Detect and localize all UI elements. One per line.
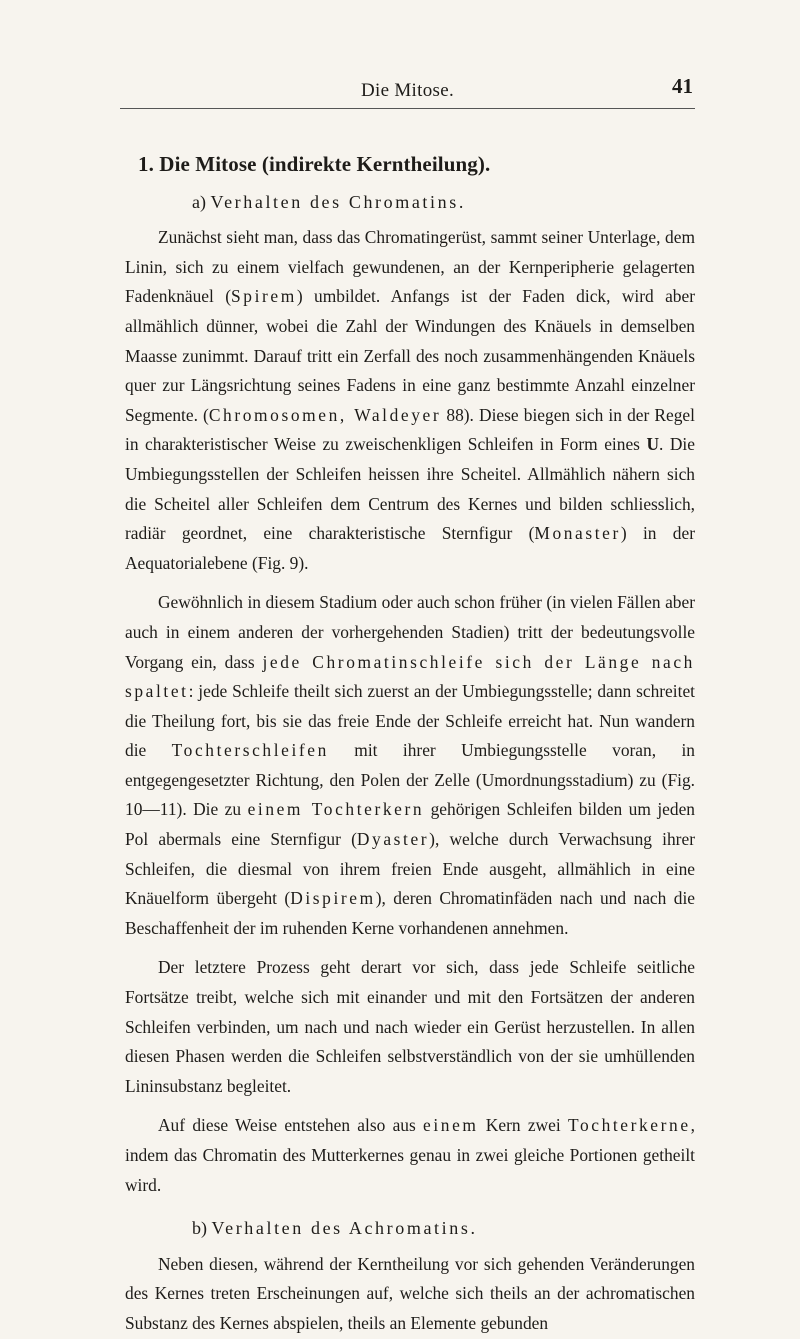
subsection-a-heading: [125, 188, 695, 218]
p1-text-2: ) umbildet. Anfangs ist der Faden dick, wird aber allmählich dünner, wobei die Zahl der Windungen des Knäuels in demselben Maasse zunimmt. Darauf tritt ein Zerfall des noch zusammenhängenden Knäuels quer zur Längsrichtung seines Fadens in eine ganz bestimmte Anzahl einzelner Segmente. (: [125, 286, 696, 425]
p4-text-3: , indem das Chromatin des Mutterkernes genau in zwei gleiche Portionen getheilt wird.: [125, 1115, 695, 1195]
term-spirem: Spirem: [231, 286, 297, 307]
running-title: Die Mitose.: [360, 80, 454, 101]
term-tochterkerne: Tochterkerne: [567, 1115, 691, 1136]
subsection-b-label: b): [192, 1218, 207, 1239]
term-dispirem: Dispirem: [290, 888, 376, 909]
body-text: [125, 150, 695, 1339]
term-dyaster: Dyaster: [356, 829, 430, 850]
subsection-a-label: a): [192, 191, 206, 212]
subsection-a-title: Verhalten des Chromatins.: [210, 191, 466, 212]
p5-text-1: Neben diesen, während der Kerntheilung vor sich gehenden Veränderungen des Kernes treten Erscheinungen auf, welche sich theils an der achromatischen Substanz des Kernes abspielen, theils an Elemente gebunden: [125, 1253, 695, 1333]
paragraph-5: [125, 1250, 695, 1339]
page-number: 41: [672, 74, 693, 98]
u-shape-glyph: U: [646, 434, 660, 455]
p4-text-1: Auf diese Weise entstehen also aus: [158, 1115, 424, 1136]
p1-text-3: 88). Diese biegen sich in der Regel in charakteristischer Weise zu zweischenkligen Schleifen in Form eines: [125, 404, 695, 455]
paragraph-2: [125, 588, 695, 943]
term-tochterkern: einem Tochterkern: [247, 799, 425, 820]
running-head: [120, 74, 695, 109]
p2-text-3: mit ihrer Umbiegungsstelle voran, in entgegengesetzter Richtung, den Polen der Zelle (Umordnungsstadium) zu (Fig. 10—11). Die zu: [125, 740, 695, 820]
p3-text-1: Der letztere Prozess geht derart vor sich, dass jede Schleife seitliche Fortsätze treibt, welche sich mit einander und mit den Fortsätzen der anderen Schleifen verbinden, um nach und nach wieder ein Gerüst herzustellen. In allen diesen Phasen werden die Schleifen selbstverständlich von der sie umhüllenden Lininsubstanz begleitet.: [125, 957, 695, 1096]
p2-text-2: : jede Schleife theilt sich zuerst an der Umbiegungsstelle; dann schreitet die Theilung fort, bis sie das freie Ende der Schleife erreicht hat. Nun wandern die: [125, 681, 695, 761]
p2-text-6: ), deren Chromatinfäden nach und nach die Beschaffenheit der im ruhenden Kerne vorhandenen annehmen.: [125, 888, 695, 938]
paragraph-3: [125, 953, 695, 1101]
term-chromosomen: Chromosomen, Waldeyer: [208, 404, 442, 425]
term-monaster: Monaster: [534, 523, 621, 544]
section-title: 1. Die Mitose (indirekte Kerntheilung).: [138, 152, 491, 176]
p1-text-5: ) in der Aequatorialebene (Fig. 9).: [125, 523, 695, 573]
p1-text-1: Zunächst sieht man, dass das Chromatingerüst, sammt seiner Unterlage, dem Linin, sich zu einem vielfach gewundenen, an der Kernperipherie gelagerten Fadenknäuel (: [125, 227, 695, 307]
p4-text-2: Kern zwei: [478, 1115, 568, 1136]
paragraph-4: [125, 1111, 695, 1200]
p1-text-4: . Die Umbiegungsstellen der Schleifen heissen ihre Scheitel. Allmählich nähern sich die Scheitel aller Schleifen dem Centrum des Kernes und bilden schliesslich, radiär geordnet, eine charakteristische Sternfigur (: [125, 434, 695, 544]
subsection-b-heading: [125, 1214, 695, 1244]
p2-text-5: ), welche durch Verwachsung ihrer Schleifen, die diesmal von ihrem freien Ende ausgeht, allmählich in eine Knäuelform übergeht (: [125, 829, 695, 909]
paragraph-1: [125, 223, 695, 578]
term-einem: einem: [423, 1115, 479, 1136]
term-laengsspaltung: jede Chromatinschleife sich der Länge nach spaltet: [125, 651, 695, 702]
p2-text-1: Gewöhnlich in diesem Stadium oder auch schon früher (in vielen Fällen aber auch in einem anderen der vorhergehenden Stadien) tritt der bedeutungsvolle Vorgang ein, dass: [125, 592, 695, 672]
p2-text-4: gehörigen Schleifen bilden um jeden Pol abermals eine Sternfigur (: [125, 799, 695, 850]
subsection-b-title: Verhalten des Achromatins.: [211, 1218, 478, 1239]
term-tochterschleifen: Tochterschleifen: [171, 740, 329, 761]
